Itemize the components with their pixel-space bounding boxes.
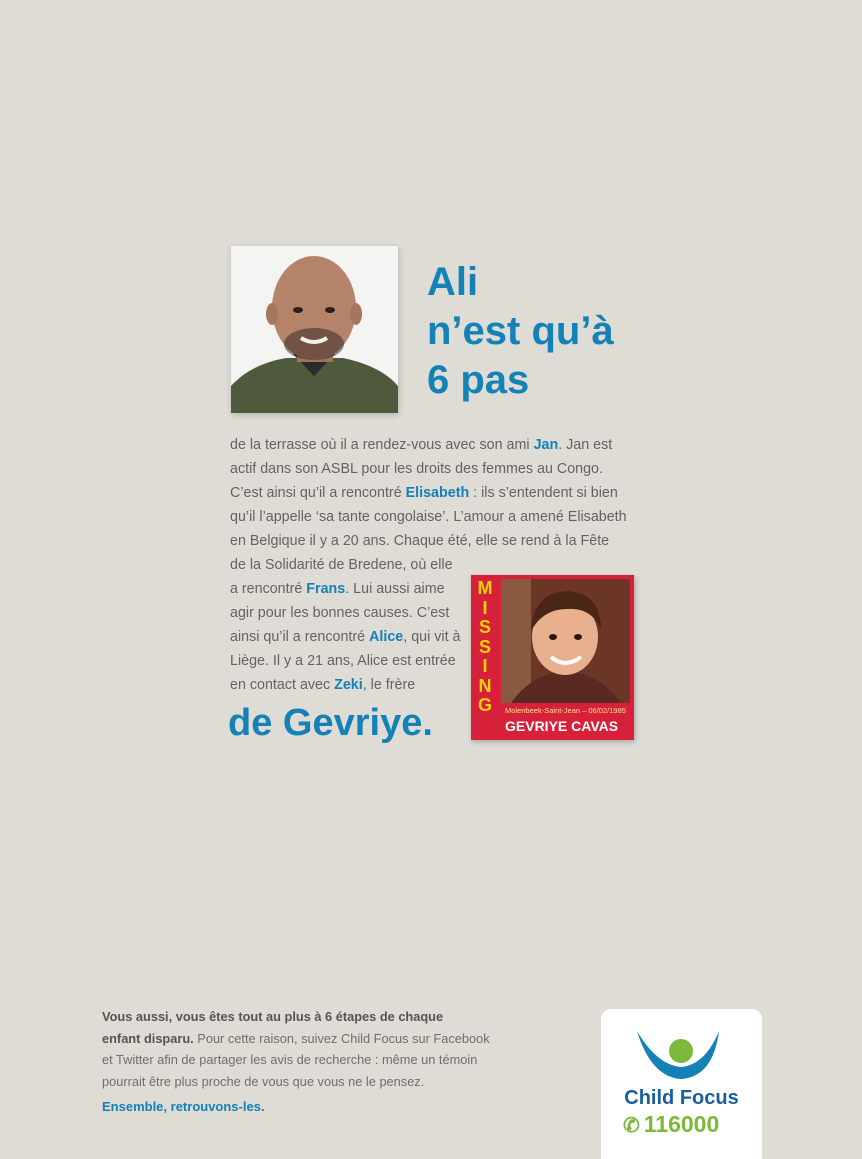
missing-letter: S [478,617,491,637]
headline-line-3: 6 pas [427,358,530,402]
footer-line: pourrait être plus proche de vous que vous ne le pensez. [102,1073,425,1089]
story-line: ainsi qu’il a rencontré Alice, qui vit à [230,629,461,645]
story-line: C’est ainsi qu’il a rencontré Elisabeth : ils s’entendent si bien [230,485,618,501]
missing-letter: G [477,695,492,715]
story-paragraph-narrow [230,553,465,697]
story-line: qu’il l’appelle ‘sa tante congolaise’. L’amour a amené Elisabeth [230,509,627,525]
missing-letter: I [482,656,488,676]
closing-headline: de Gevriye. [228,702,433,744]
missing-letter: S [478,636,491,657]
footer-line: enfant disparu. Pour cette raison, suivez Child Focus sur Facebook [102,1030,490,1046]
story-line: de la terrasse où il a rendez-vous avec son ami Jan. Jan est [230,437,613,453]
story-line: Liège. Il y a 21 ans, Alice est entrée [230,653,456,669]
phone-receiver-icon: ✆ [623,1115,640,1137]
footer-line: et Twitter afin de partager les avis de recherche : même un témoin [102,1052,478,1067]
name-zeki: Zeki [334,677,363,693]
headline-line-1: Ali [427,260,479,304]
footer-call-to-action: Ensemble, retrouvons-les. [102,1099,265,1114]
missing-child-photo [501,579,630,703]
headline [427,258,614,405]
logo-wordmark: Child Focus [624,1087,739,1109]
child-focus-logo [601,1009,762,1159]
story-line: agir pour les bonnes causes. C’est [230,605,450,621]
name-jan: Jan [533,437,559,453]
missing-letter: N [478,675,492,696]
missing-child-illustration [501,579,630,703]
footer-line: Vous aussi, vous êtes tout au plus à 6 étapes de chaque [102,1009,444,1024]
name-alice: Alice [369,629,404,645]
missing-poster [471,575,634,740]
name-frans: Frans [306,581,346,597]
missing-child-name: GEVRIYE CAVAS [505,718,619,734]
logo-phone-number: ✆ 116000 [623,1111,720,1137]
story-line: de la Solidarité de Bredene, où elle [230,557,453,573]
missing-letter: M [477,578,493,598]
ali-portrait [231,246,398,413]
story-line: actif dans son ASBL pour les droits des femmes au Congo. [230,461,603,477]
child-focus-emblem-icon [601,1009,762,1089]
missing-vertical-label [471,579,499,716]
missing-letter: I [482,597,488,618]
headline-line-2: n’est qu’à [427,309,614,353]
missing-location-date: Molenbeek-Saint-Jean – 06/02/1985 [505,706,626,715]
ali-portrait-illustration [231,246,398,413]
story-paragraph [230,433,640,553]
story-line: a rencontré Frans. Lui aussi aime [230,581,445,597]
story-line: en contact avec Zeki, le frère [230,677,416,693]
story-line: en Belgique il y a 20 ans. Chaque été, elle se rend à la Fête [230,533,610,549]
footer-paragraph [102,1006,532,1092]
name-elisabeth: Elisabeth [405,485,470,501]
